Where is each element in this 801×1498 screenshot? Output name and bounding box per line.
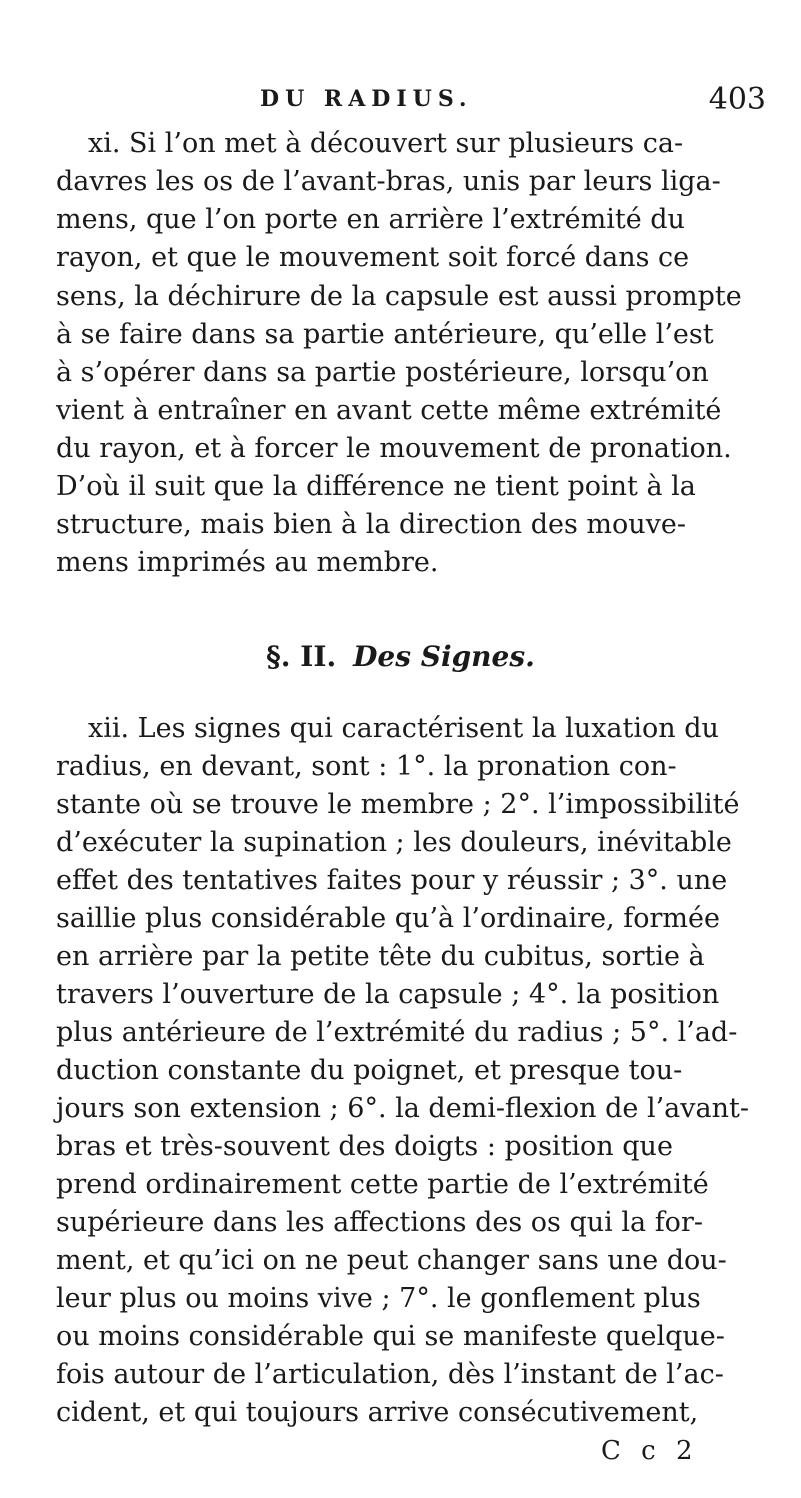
text-line: leur plus ou moins vive ; 7°. le gonflement plus [56, 1283, 701, 1314]
text-line: effet des tentatives faites pour y réussir ; 3°. une [56, 865, 728, 896]
text-line: duction constante du poignet, et presque tou- [56, 1055, 683, 1086]
text-line: radius, en devant, sont : 1°. la pronation con- [56, 751, 677, 782]
text-line: à s’opérer dans sa partie postérieure, lorsqu’on [56, 357, 709, 388]
text-line: stante où se trouve le membre ; 2°. l’impossibilité [56, 789, 740, 820]
text-line: D’où il suit que la différence ne tient point à la [56, 471, 696, 502]
page-number: 403 [708, 82, 766, 117]
text-line: jours son extension ; 6°. la demi-flexion de l’avant- [56, 1093, 749, 1124]
text-line: prend ordinairement cette partie de l’extrémité [56, 1169, 709, 1200]
text-line: saillie plus considérable qu’à l’ordinaire, formée [56, 903, 720, 934]
text-line: du rayon, et à forcer le mouvement de pronation. [56, 433, 732, 464]
running-title: DU RADIUS. [260, 86, 473, 112]
text-line: sens, la déchirure de la capsule est aussi prompte [56, 281, 742, 312]
section-number: §. II. [266, 640, 337, 673]
section-heading [0, 640, 801, 673]
text-line: supérieure dans les affections des os qui la for- [56, 1207, 703, 1238]
text-line: ment, et qu’ici on ne peut changer sans une dou- [56, 1245, 727, 1276]
text-line: cident, et qui toujours arrive consécutivement, [56, 1397, 699, 1428]
text-line: bras et très-souvent des doigts : position que [56, 1131, 673, 1162]
section-title: Des Signes. [353, 640, 535, 673]
text-line: à se faire dans sa partie antérieure, qu’elle l’est [56, 319, 714, 350]
text-line: xi. Si l’on met à découvert sur plusieurs ca- [88, 128, 684, 159]
text-line: mens, que l’on porte en arrière l’extrémité du [56, 204, 685, 235]
text-line: fois autour de l’articulation, dès l’instant de l’ac- [56, 1359, 724, 1390]
text-line: vient à entraîner en avant cette même extrémité [56, 395, 722, 426]
running-head [250, 82, 780, 126]
text-line: d’exécuter la supination ; les douleurs, inévitable [56, 827, 732, 858]
text-line: en arrière par la petite tête du cubitus, sortie à [56, 941, 705, 972]
text-line: xii. Les signes qui caractérisent la luxation du [88, 713, 719, 744]
text-line: mens imprimés au membre. [56, 547, 439, 578]
text-line: rayon, et que le mouvement soit forcé dans ce [56, 242, 690, 273]
text-line: davres les os de l’avant-bras, unis par leurs liga- [56, 166, 721, 197]
signature-mark: C c 2 [601, 1436, 699, 1466]
text-line: travers l’ouverture de la capsule ; 4°. la position [56, 979, 720, 1010]
text-line: structure, mais bien à la direction des mouve- [56, 509, 686, 540]
text-line: ou moins considérable qui se manifeste quelque- [56, 1321, 725, 1352]
text-line: plus antérieure de l’extrémité du radius ; 5°. l’ad- [56, 1017, 738, 1048]
